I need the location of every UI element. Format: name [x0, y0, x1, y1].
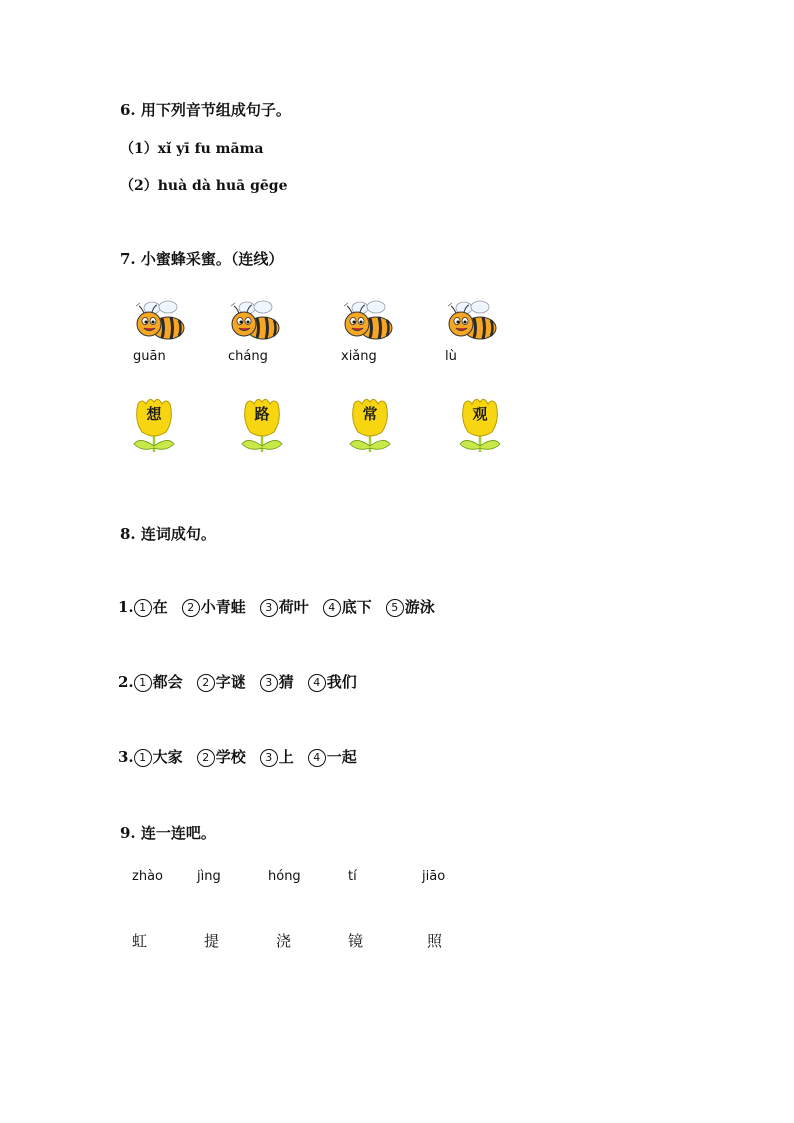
- word: 底下: [341, 598, 372, 616]
- word-item: [197, 671, 246, 692]
- circled-number: 4: [323, 599, 341, 617]
- circled-number: 4: [308, 749, 326, 767]
- word-item: [182, 596, 246, 617]
- word: 都会: [152, 673, 183, 691]
- word-item: [197, 746, 246, 767]
- bee-pinyin: lù: [445, 349, 457, 364]
- flower-char: 路: [254, 405, 270, 423]
- word: 一起: [326, 748, 357, 766]
- flower-char: 观: [472, 405, 488, 423]
- bee-icon[interactable]: [340, 300, 396, 344]
- word: 游泳: [404, 598, 435, 616]
- q9-char: 浇: [276, 932, 292, 950]
- q9-title: 9. 连一连吧。: [120, 824, 216, 842]
- q6-line-2: （2）huà dà huā gēge: [120, 178, 288, 194]
- word-item: [260, 671, 294, 692]
- circled-number: 4: [308, 674, 326, 692]
- circled-number: 1: [134, 749, 152, 767]
- q9-char: 镜: [348, 932, 364, 950]
- sentence-number: 3.: [118, 748, 134, 766]
- q6-line-1: （1）xǐ yī fu māma: [120, 141, 264, 157]
- bee-icon[interactable]: [227, 300, 283, 344]
- flower-char: 常: [362, 405, 378, 423]
- circled-number: 3: [260, 599, 278, 617]
- word: 大家: [152, 748, 183, 766]
- word-item: [134, 671, 183, 692]
- circled-number: 2: [197, 749, 215, 767]
- word-item: [386, 596, 435, 617]
- sentence-number: 1.: [118, 598, 134, 616]
- word: 学校: [215, 748, 246, 766]
- flower-icon[interactable]: [130, 396, 178, 454]
- circled-number: 3: [260, 749, 278, 767]
- word: 字谜: [215, 673, 246, 691]
- flower-icon[interactable]: [456, 396, 504, 454]
- word: 我们: [326, 673, 357, 691]
- circled-number: 2: [197, 674, 215, 692]
- bee-pinyin: guān: [133, 349, 166, 364]
- word-item: [260, 746, 294, 767]
- q9-pinyin: jìng: [197, 869, 221, 884]
- circled-number: 5: [386, 599, 404, 617]
- word-item: [323, 596, 372, 617]
- bee-pinyin: cháng: [228, 349, 268, 364]
- q9-char: 提: [204, 932, 220, 950]
- q9-char: 虹: [132, 932, 148, 950]
- word: 猜: [278, 673, 294, 691]
- flower-char: 想: [146, 405, 162, 423]
- q8-title: 8. 连词成句。: [120, 525, 216, 543]
- word: 上: [278, 748, 294, 766]
- q9-pinyin: hóng: [268, 869, 301, 884]
- word-item: [308, 671, 357, 692]
- word: 荷叶: [278, 598, 309, 616]
- circled-number: 3: [260, 674, 278, 692]
- sentence-row: [118, 746, 371, 767]
- flower-icon[interactable]: [238, 396, 286, 454]
- bee-icon[interactable]: [132, 300, 188, 344]
- circled-number: 1: [134, 599, 152, 617]
- word-item: [134, 746, 183, 767]
- word-item: [134, 596, 168, 617]
- circled-number: 1: [134, 674, 152, 692]
- q7-title: 7. 小蜜蜂采蜜。（连线）: [120, 250, 284, 268]
- bee-pinyin: xiǎng: [341, 349, 377, 364]
- word-item: [308, 746, 357, 767]
- q9-pinyin: jiāo: [422, 869, 446, 884]
- sentence-row: [118, 671, 371, 692]
- q6-title: 6. 用下列音节组成句子。: [120, 101, 291, 119]
- flower-icon[interactable]: [346, 396, 394, 454]
- word: 小青蛙: [200, 598, 246, 616]
- q9-pinyin: tí: [348, 869, 357, 884]
- q9-pinyin: zhào: [132, 869, 163, 884]
- q9-char: 照: [427, 932, 443, 950]
- word-item: [260, 596, 309, 617]
- circled-number: 2: [182, 599, 200, 617]
- sentence-row: [118, 596, 449, 617]
- sentence-number: 2.: [118, 673, 134, 691]
- bee-icon[interactable]: [444, 300, 500, 344]
- word: 在: [152, 598, 168, 616]
